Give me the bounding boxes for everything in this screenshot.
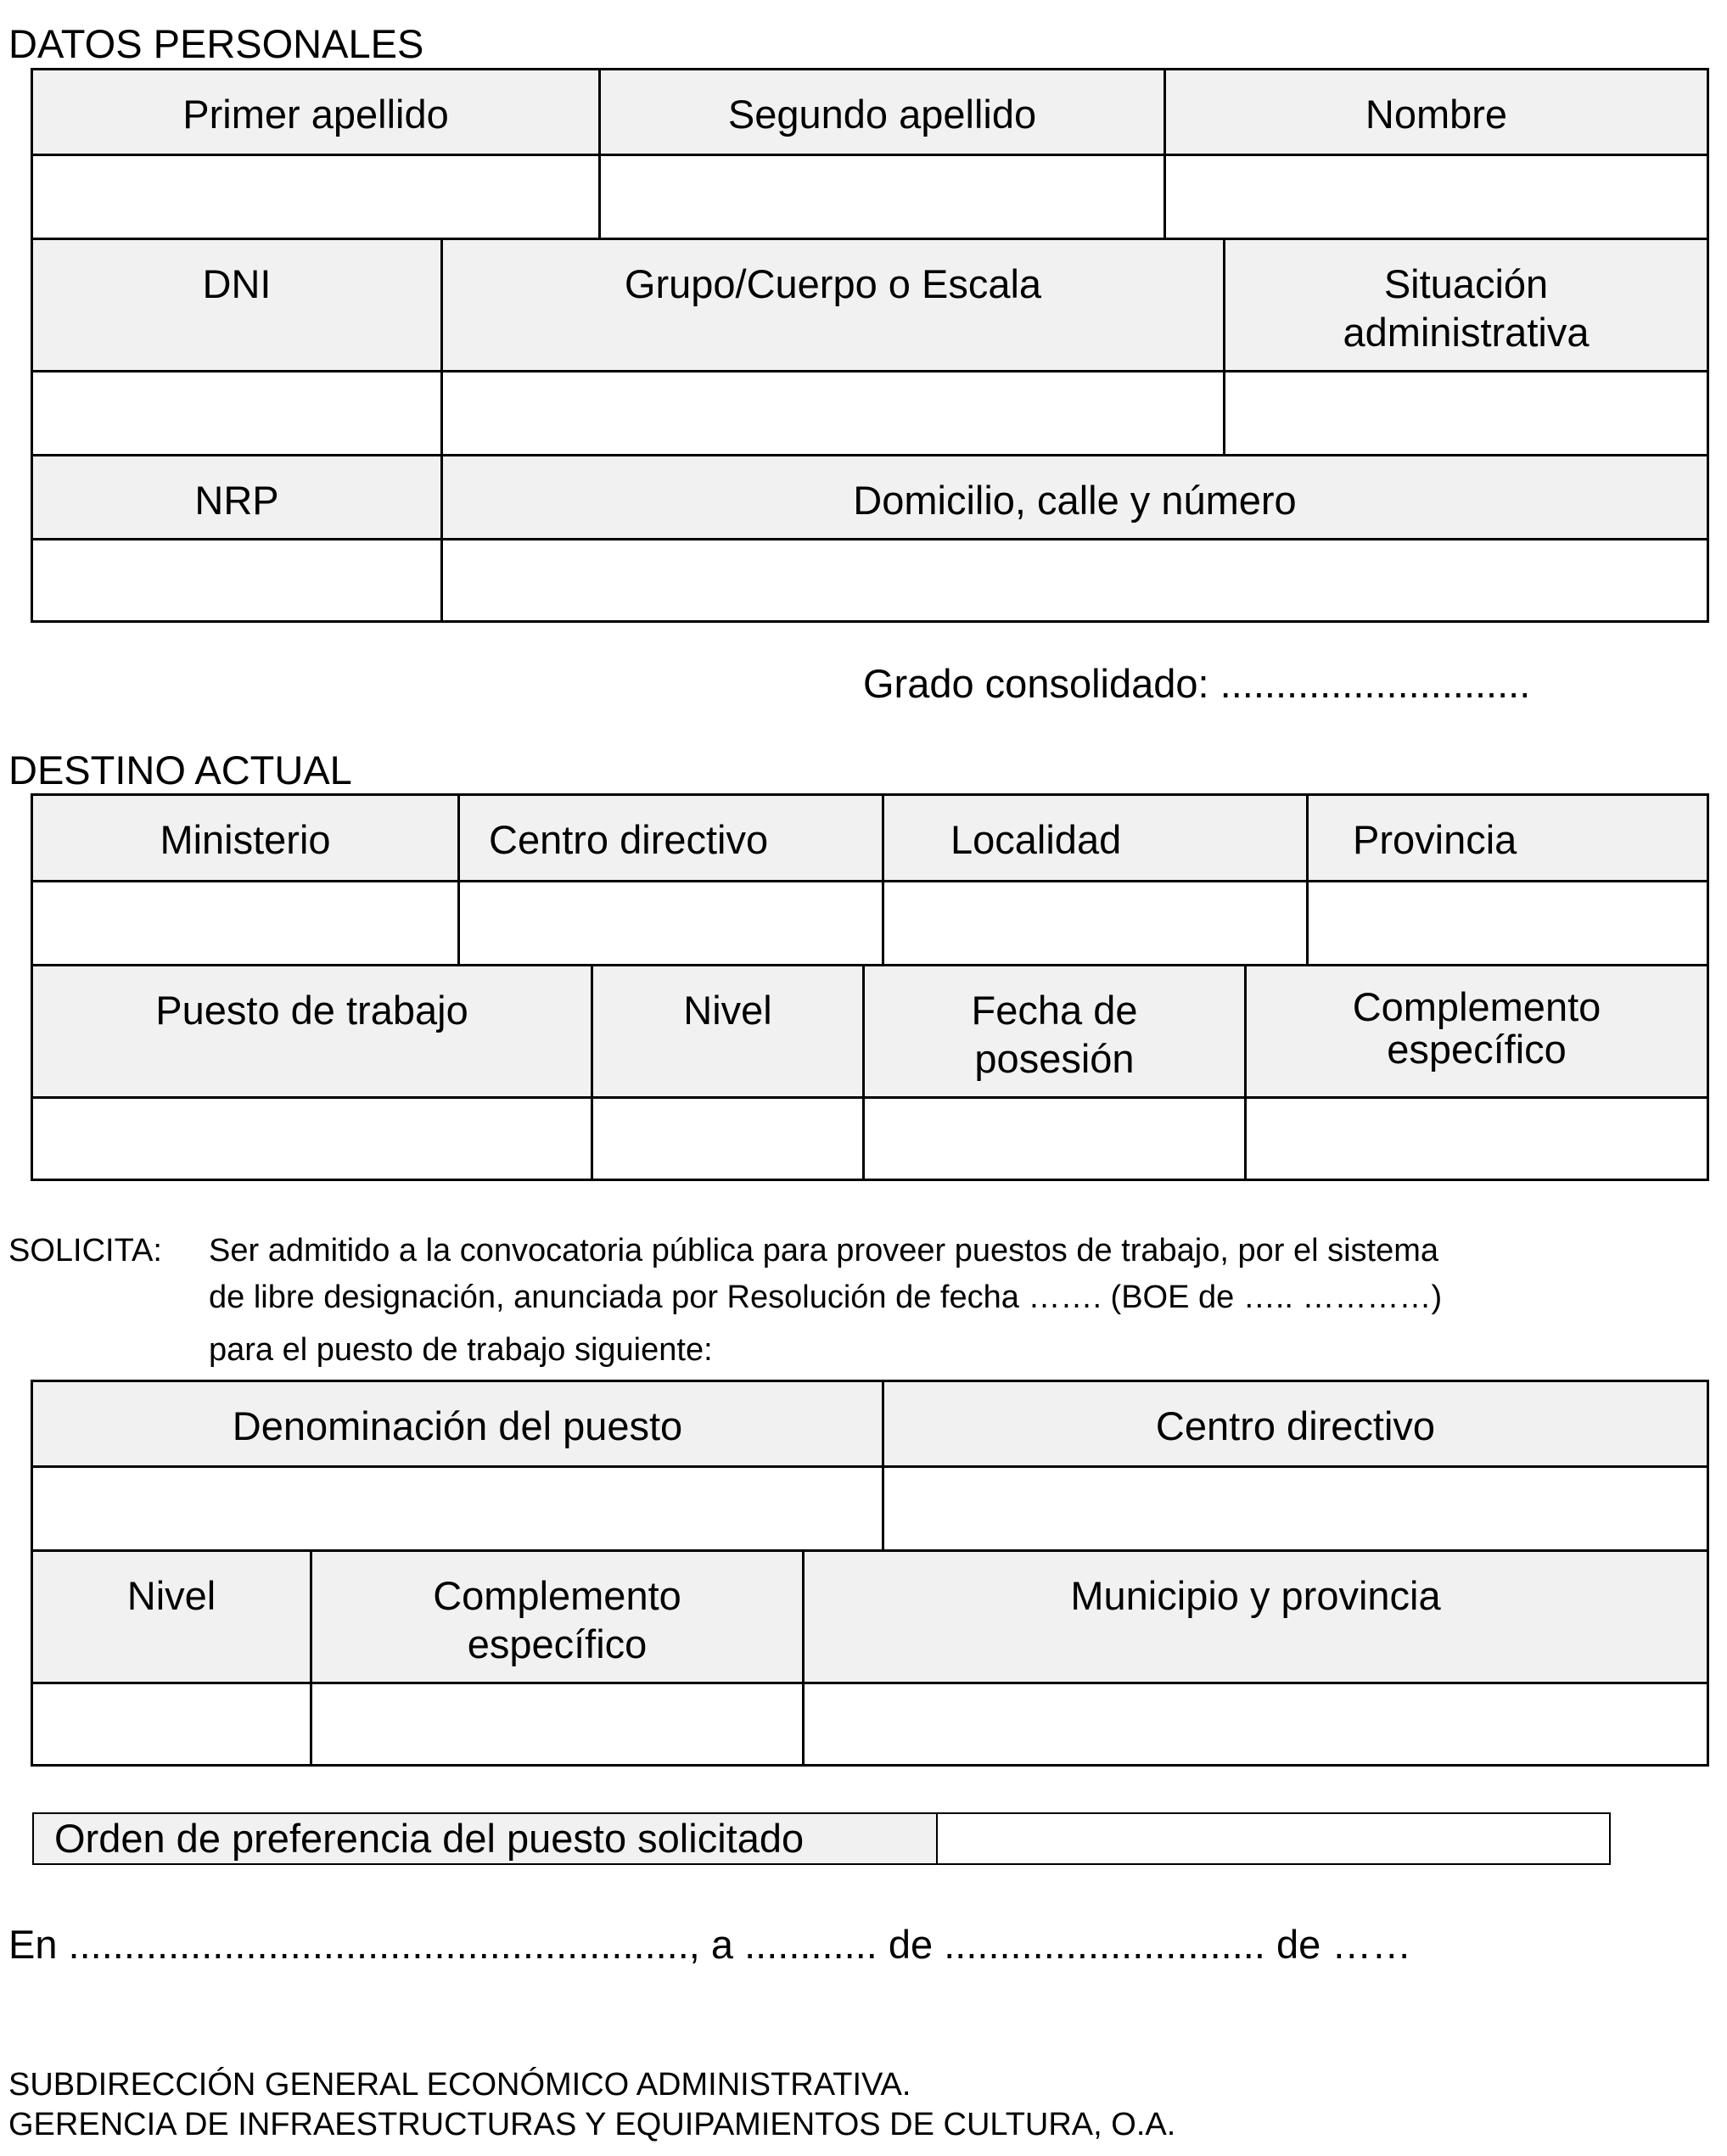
input-row — [33, 880, 1707, 964]
denominacion-del-puesto-field[interactable] — [33, 1468, 882, 1549]
header-row — [33, 964, 1707, 1096]
header-row — [33, 1382, 1707, 1465]
grupo-cuerpo-escala-field[interactable] — [440, 372, 1223, 454]
input-row — [33, 154, 1707, 238]
nombre-field[interactable] — [1163, 156, 1707, 238]
header-row — [33, 454, 1707, 538]
complemento-especifico-field[interactable] — [1244, 1099, 1707, 1179]
orden-preferencia-label: Orden de preferencia del puesto solicitado — [34, 1814, 938, 1863]
orden-preferencia-box — [32, 1812, 1611, 1865]
centro-directivo-solicitado-field[interactable] — [882, 1468, 1707, 1549]
ministerio-field[interactable] — [33, 882, 457, 964]
centro-directivo-field[interactable] — [457, 882, 882, 964]
header-denominacion-del-puesto: Denominación del puesto — [33, 1382, 882, 1465]
solicita-label: SOLICITA: — [8, 1233, 162, 1268]
header-municipio-y-provincia: Municipio y provincia — [802, 1552, 1707, 1682]
nivel-solicitado-field[interactable] — [33, 1684, 310, 1764]
header-primer-apellido: Primer apellido — [33, 70, 598, 154]
fecha-lugar-line: En ........................................................, a ............ de ............................. de …… — [8, 1922, 1412, 1967]
section-title-datos-personales: DATOS PERSONALES — [8, 21, 424, 66]
solicita-text-line-3: para el puesto de trabajo siguiente: — [209, 1332, 713, 1368]
domicilio-field[interactable] — [440, 540, 1707, 620]
complemento-especifico-solicitado-field[interactable] — [310, 1684, 802, 1764]
footer-line-2: GERENCIA DE INFRAESTRUCTURAS Y EQUIPAMIENTOS DE CULTURA, O.A. — [8, 2107, 1176, 2142]
header-fecha-de-posesion: Fecha de posesión — [862, 966, 1244, 1096]
input-row — [33, 538, 1707, 620]
header-situacion-administrativa: Situación administrativa — [1223, 240, 1707, 370]
nivel-field[interactable] — [591, 1099, 862, 1179]
provincia-field[interactable] — [1306, 882, 1707, 964]
header-nivel-solicitado: Nivel — [33, 1552, 310, 1682]
input-row — [33, 370, 1707, 454]
datos-personales-table — [31, 68, 1709, 623]
segundo-apellido-field[interactable] — [598, 156, 1163, 238]
nrp-field[interactable] — [33, 540, 440, 620]
dni-field[interactable] — [33, 372, 440, 454]
input-row — [33, 1465, 1707, 1549]
header-ministerio: Ministerio — [33, 796, 457, 880]
header-row — [33, 1549, 1707, 1682]
header-centro-directivo: Centro directivo — [457, 796, 882, 880]
footer-line-1: SUBDIRECCIÓN GENERAL ECONÓMICO ADMINISTRATIVA. — [8, 2067, 911, 2103]
header-nivel: Nivel — [591, 966, 862, 1096]
fecha-de-posesion-field[interactable] — [862, 1099, 1244, 1179]
header-complemento-especifico: Complemento específico — [1244, 966, 1707, 1096]
solicita-text-line-2: de libre designación, anunciada por Resolución de fecha ……. (BOE de ….. …………) — [209, 1280, 1443, 1315]
puesto-de-trabajo-field[interactable] — [33, 1099, 591, 1179]
header-segundo-apellido: Segundo apellido — [598, 70, 1163, 154]
header-row — [33, 238, 1707, 370]
header-row — [33, 796, 1707, 880]
puesto-solicitado-table — [31, 1380, 1709, 1767]
header-grupo-cuerpo-escala: Grupo/Cuerpo o Escala — [440, 240, 1223, 370]
header-localidad: Localidad — [882, 796, 1306, 880]
header-nombre: Nombre — [1163, 70, 1707, 154]
municipio-y-provincia-field[interactable] — [802, 1684, 1707, 1764]
input-row — [33, 1096, 1707, 1179]
header-provincia: Provincia — [1306, 796, 1707, 880]
grado-consolidado-line: Grado consolidado: ............................ — [863, 661, 1531, 706]
header-puesto-de-trabajo: Puesto de trabajo — [33, 966, 591, 1096]
header-row — [33, 70, 1707, 154]
orden-preferencia-field[interactable] — [938, 1814, 1609, 1863]
primer-apellido-field[interactable] — [33, 156, 598, 238]
header-complemento-especifico-solicitado: Complemento específico — [310, 1552, 802, 1682]
header-domicilio: Domicilio, calle y número — [440, 456, 1707, 538]
header-centro-directivo-solicitado: Centro directivo — [882, 1382, 1707, 1465]
header-nrp: NRP — [33, 456, 440, 538]
localidad-field[interactable] — [882, 882, 1306, 964]
section-title-destino-actual: DESTINO ACTUAL — [8, 748, 352, 792]
header-dni: DNI — [33, 240, 440, 370]
destino-actual-table — [31, 793, 1709, 1181]
situacion-administrativa-field[interactable] — [1223, 372, 1707, 454]
solicita-text-line-1: Ser admitido a la convocatoria pública para proveer puestos de trabajo, por el sistema — [209, 1233, 1439, 1268]
input-row — [33, 1682, 1707, 1764]
